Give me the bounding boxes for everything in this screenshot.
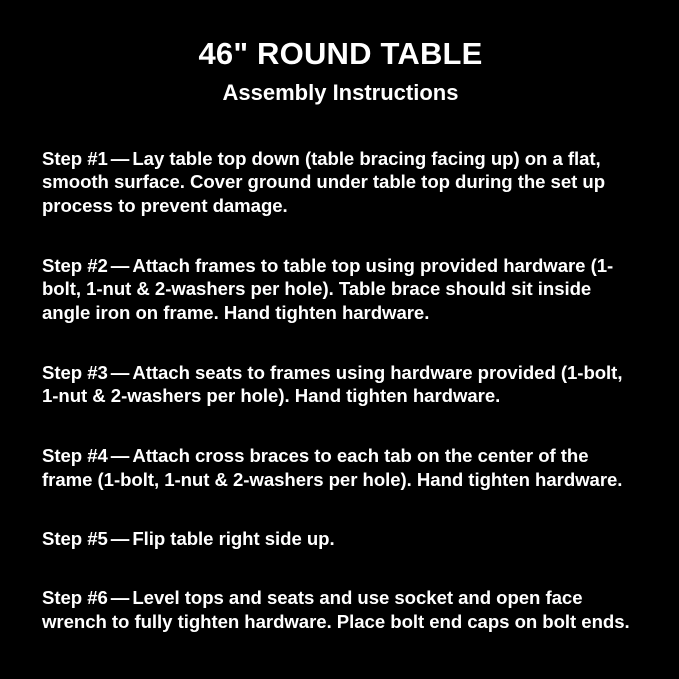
step-label: Step #6 [42, 587, 108, 609]
steps-list [42, 128, 639, 634]
step-item [42, 254, 639, 325]
step-label: Step #1 [42, 147, 108, 169]
step-text: Attach cross braces to each tab on the center of the frame (1-bolt, 1-nut & 2-washers per hole). Hand tighten hardware. [42, 444, 623, 490]
step-item [42, 586, 639, 634]
step-dash: — [110, 254, 130, 276]
step-dash: — [110, 147, 130, 169]
step-item [42, 147, 639, 218]
step-dash: — [110, 444, 130, 466]
step-text: Lay table top down (table bracing facing up) on a flat, smooth surface. Cover ground under table top during the set up process to prevent damage. [42, 147, 606, 217]
step-item [42, 444, 639, 492]
step-text: Level tops and seats and use socket and open face wrench to fully tighten hardware. Place bolt end caps on bolt ends. [42, 587, 630, 633]
step-label: Step #2 [42, 254, 108, 276]
step-item [42, 527, 639, 551]
step-text: Flip table right side up. [132, 527, 335, 549]
step-text: Attach seats to frames using hardware provided (1-bolt, 1-nut & 2-washers per hole). Hand tighten hardware. [42, 361, 623, 407]
step-dash: — [110, 587, 130, 609]
step-text: Attach frames to table top using provided hardware (1-bolt, 1-nut & 2-washers per hole). Table brace should sit inside angle iron on frame. Hand tighten hardware. [42, 254, 614, 324]
step-dash: — [110, 527, 130, 549]
step-label: Step #4 [42, 444, 108, 466]
step-label: Step #5 [42, 527, 108, 549]
step-item [42, 361, 639, 409]
step-label: Step #3 [42, 361, 108, 383]
page-title: 46" ROUND TABLE [198, 36, 483, 71]
page-subtitle: Assembly Instructions [222, 79, 459, 105]
step-dash: — [110, 361, 130, 383]
